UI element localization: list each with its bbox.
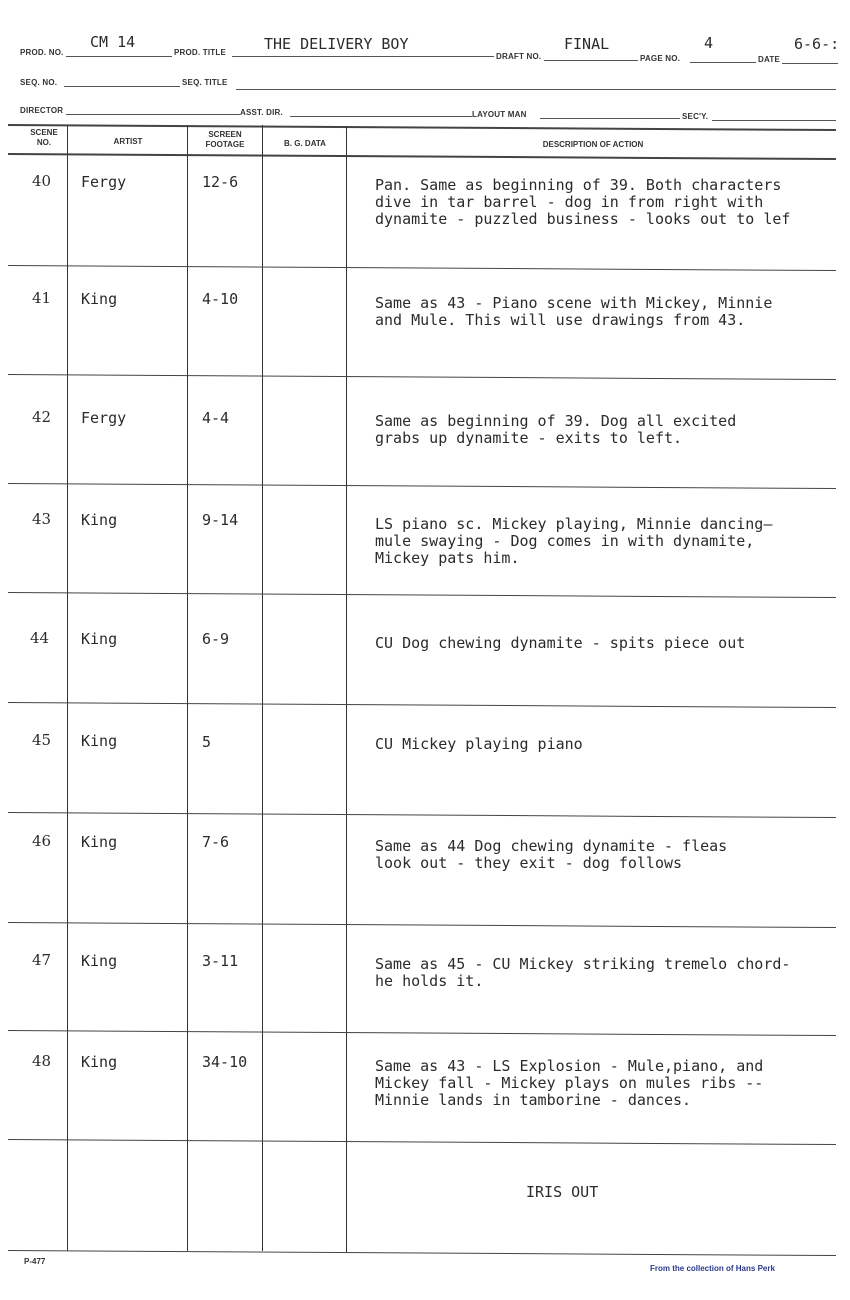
col-divider-3 [262,125,263,1251]
artist-name: King [81,511,118,529]
seq-no-label: SEQ. NO. [20,78,58,87]
col-divider-2 [187,125,188,1251]
scene-no: 42 [32,408,52,426]
row-divider [8,374,836,380]
description-line: Same as 43 - LS Explosion - Mule,piano, and [375,1057,764,1075]
description-line: Same as 44 Dog chewing dynamite - fleas [375,837,728,855]
page-no-value: 4 [704,34,714,52]
description-line: Pan. Same as beginning of 39. Both characters [375,176,782,194]
artist-name: King [81,732,118,750]
description-line: IRIS OUT [526,1183,599,1201]
scene-no: 45 [32,731,52,749]
artist-name: Fergy [81,409,127,427]
row-divider [8,592,836,598]
description-line: Same as beginning of 39. Dog all excited [375,412,737,430]
table-header-border [8,153,836,160]
table-top-border [8,124,836,131]
row-divider [8,483,836,489]
prod-no-value: CM 14 [90,33,136,51]
artist-name: King [81,833,118,851]
description-line: look out - they exit - dog follows [375,854,683,872]
scene-no: 44 [30,629,50,647]
table-bottom-border [8,1250,836,1256]
scene-no: 43 [32,510,52,528]
description-line: dynamite - puzzled business - looks out to lef [375,210,791,228]
date-line [782,63,838,64]
asst-dir-label: ASST. DIR. [240,108,283,117]
director-line [66,114,240,115]
asst-dir-line [290,116,472,117]
screen-footage: 5 [202,733,212,751]
secy-label: SEC'Y. [682,112,709,121]
description-line: LS piano sc. Mickey playing, Minnie dancing— [375,515,773,533]
layout-man-line [540,118,680,119]
description-line: and Mule. This will use drawings from 43. [375,311,746,329]
page-no-label: PAGE NO. [640,54,681,63]
col-header-scene-no-line2: NO. [36,138,52,147]
scene-no: 48 [32,1052,52,1070]
row-divider [8,812,836,818]
description-line: Mickey pats him. [375,549,520,567]
prod-title-value: THE DELIVERY BOY [264,35,409,53]
screen-footage: 12-6 [202,173,239,191]
draft-no-label: DRAFT NO. [496,52,542,61]
description-line: CU Mickey playing piano [375,735,583,753]
description-line: CU Dog chewing dynamite - spits piece out [375,634,746,652]
screen-footage: 9-14 [202,511,239,529]
date-value: 6-6-: [794,35,840,53]
screen-footage: 4-10 [202,290,239,308]
seq-no-line [64,86,180,87]
prod-no-label: PROD. NO. [20,48,64,57]
description-line: Same as 45 - CU Mickey striking tremelo chord- [375,955,791,973]
layout-man-label: LAYOUT MAN [472,110,527,119]
col-divider-1 [67,125,68,1251]
collection-credit: From the collection of Hans Perk [650,1264,775,1273]
col-header-footage [188,130,262,150]
screen-footage: 34-10 [202,1053,248,1071]
scene-no: 47 [32,951,52,969]
page-no-line [690,62,756,63]
description-line: Minnie lands in tamborine - dances. [375,1091,692,1109]
description-line: Same as 43 - Piano scene with Mickey, Minnie [375,294,773,312]
row-divider [8,702,836,708]
artist-name: King [81,952,118,970]
artist-name: Fergy [81,173,127,191]
description-line: Mickey fall - Mickey plays on mules ribs -- [375,1074,764,1092]
prod-no-line [66,56,172,57]
col-header-footage-line1: SCREEN [208,130,242,139]
description-line: mule swaying - Dog comes in with dynamite, [375,532,755,550]
description-line: dive in tar barrel - dog in from right with [375,193,764,211]
screen-footage: 3-11 [202,952,239,970]
row-divider [8,1030,836,1036]
col-header-scene-no [20,128,68,148]
screen-footage: 4-4 [202,409,230,427]
screen-footage: 6-9 [202,630,230,648]
prod-title-line [232,56,494,57]
description-line: he holds it. [375,972,484,990]
description-line: grabs up dynamite - exits to left. [375,429,683,447]
col-header-bg-data: B. G. DATA [284,139,326,148]
scene-no: 40 [32,172,52,190]
scene-no: 41 [32,289,52,307]
form-number: P-477 [24,1257,46,1266]
director-label: DIRECTOR [20,106,64,115]
scene-no: 46 [32,832,52,850]
seq-title-label: SEQ. TITLE [182,78,228,87]
prod-title-label: PROD. TITLE [174,48,226,57]
row-divider [8,922,836,928]
artist-name: King [81,1053,118,1071]
col-header-description: DESCRIPTION OF ACTION [542,140,644,149]
artist-name: King [81,630,118,648]
row-divider [8,265,836,271]
date-label: DATE [758,55,780,64]
secy-line [712,120,836,121]
screen-footage: 7-6 [202,833,230,851]
col-divider-4 [346,126,347,1252]
col-header-artist: ARTIST [113,137,143,146]
draft-no-line [544,60,638,61]
col-header-scene-no-line1: SCENE [30,128,58,137]
row-divider [8,1139,836,1145]
col-header-footage-line2: FOOTAGE [205,140,245,149]
draft-no-value: FINAL [564,35,610,53]
artist-name: King [81,290,118,308]
seq-title-line [236,89,836,90]
